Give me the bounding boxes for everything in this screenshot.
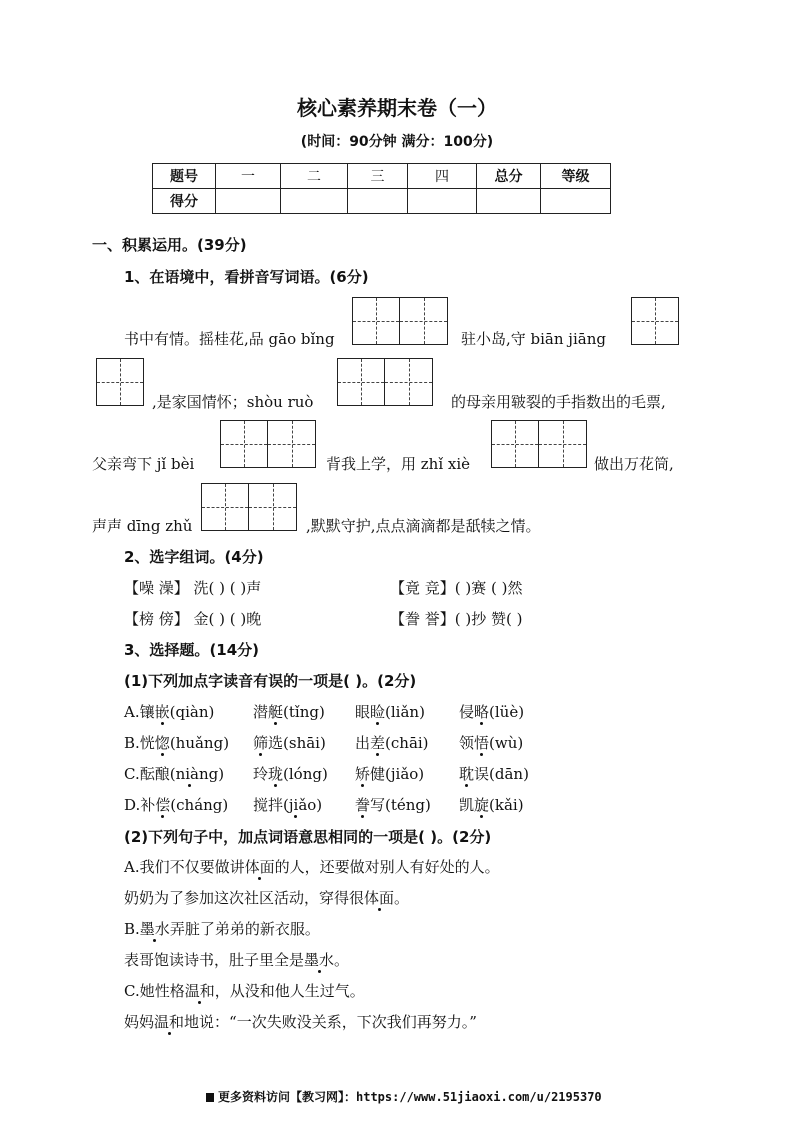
dotted-char: 略 — [474, 703, 490, 721]
option-text: 健(jiǎo) — [370, 765, 425, 783]
option-b — [124, 732, 229, 753]
option-text: (lóng) — [283, 765, 328, 783]
writing-cell[interactable] — [201, 483, 249, 531]
question-text: 父亲弯下 jǐ bèi — [92, 455, 195, 473]
score-table-score-row — [153, 189, 611, 214]
writing-box-gaobing[interactable] — [352, 297, 448, 345]
question-text: 背我上学，用 zhǐ xiè — [326, 455, 471, 473]
question-text: ,是家国情怀；shòu ruò — [152, 393, 314, 411]
writing-box-bianjiang-2[interactable] — [96, 358, 144, 406]
sentence-text: ，从没和他人生过气。 — [214, 982, 365, 1000]
sentence-text: 妈妈 — [124, 1013, 155, 1031]
option-text: (kǎi) — [489, 796, 524, 814]
dotted-char: 惚 — [154, 734, 170, 752]
dotted-word: 墨水 — [304, 951, 335, 969]
option-b-3 — [355, 732, 429, 753]
table-cell: 三 — [348, 164, 408, 189]
writing-cell[interactable] — [539, 420, 587, 468]
sentence-text: B. — [124, 920, 140, 938]
dotted-char: 差 — [370, 734, 386, 752]
writing-cell[interactable] — [268, 420, 316, 468]
dotted-char: 嵌 — [154, 703, 170, 721]
sentence-c2 — [124, 1011, 477, 1032]
dotted-char: 悟 — [474, 734, 490, 752]
option-c — [124, 763, 224, 784]
question-text: 声声 dīng zhǔ — [92, 517, 193, 535]
option-d-4 — [459, 794, 524, 815]
option-text: D.补 — [124, 796, 156, 814]
option-text: 领 — [459, 734, 475, 752]
sentence-a2 — [124, 887, 409, 908]
score-input-4[interactable] — [408, 189, 477, 214]
dotted-char: 誊 — [355, 796, 371, 814]
option-a — [124, 701, 214, 722]
writing-cell[interactable] — [352, 297, 400, 345]
sentence-text: 奶奶为了参加这次社区活动，穿得很 — [124, 889, 365, 907]
question-text: 做出万花筒, — [594, 455, 674, 473]
footer-link[interactable]: 更多资料访问【教习网】：https://www.51jiaoxi.com/u/2195370 — [218, 1090, 602, 1104]
table-cell: 得分 — [153, 189, 216, 214]
option-a-3 — [355, 701, 425, 722]
option-b-4 — [459, 732, 523, 753]
section-heading: 一、积累运用。(39分) — [92, 236, 247, 254]
question-text: 书中有情。摇桂花,品 gāo bǐng — [124, 330, 335, 348]
choice-row: 【噪 澡】 洗( ) ( )声 — [124, 579, 262, 597]
dotted-char: 矫 — [355, 765, 371, 783]
writing-cell[interactable] — [337, 358, 385, 406]
writing-box-dingzhu[interactable] — [201, 483, 297, 531]
option-text: (dān) — [489, 765, 529, 783]
table-cell: 等级 — [541, 164, 611, 189]
dotted-char: 拌(jiǎo) — [268, 796, 323, 814]
dotted-word: 墨水 — [139, 920, 170, 938]
score-input-grade[interactable] — [541, 189, 611, 214]
writing-box-zhixie[interactable] — [491, 420, 587, 468]
sub-question-1: (1)下列加点字读音有误的一项是( )。(2分) — [124, 672, 417, 690]
sentence-b1 — [124, 918, 320, 939]
option-text: B.恍 — [124, 734, 155, 752]
score-table-header-row — [153, 164, 611, 189]
table-cell: 一 — [216, 164, 281, 189]
option-text: 误 — [474, 765, 490, 783]
table-cell: 二 — [281, 164, 348, 189]
option-d-2 — [253, 794, 322, 815]
option-text: 潜 — [253, 703, 269, 721]
writing-box-jibei[interactable] — [220, 420, 316, 468]
writing-cell[interactable] — [96, 358, 144, 406]
writing-cell[interactable] — [249, 483, 297, 531]
question-text: ,默默守护,点点滴滴都是舐犊之情。 — [306, 517, 541, 535]
option-text: 选 — [268, 734, 284, 752]
dotted-word: 体面 — [244, 858, 275, 876]
table-cell: 题号 — [153, 164, 216, 189]
dotted-char: 艇 — [268, 703, 284, 721]
score-input-total[interactable] — [477, 189, 541, 214]
sentence-a1 — [124, 856, 500, 877]
option-text: C. — [124, 765, 140, 783]
writing-cell[interactable] — [385, 358, 433, 406]
table-cell: 四 — [408, 164, 477, 189]
option-text: 凯 — [459, 796, 475, 814]
option-text: (tǐng) — [283, 703, 325, 721]
writing-cell[interactable] — [491, 420, 539, 468]
option-text: 酝 — [139, 765, 155, 783]
option-text: (chāi) — [385, 734, 429, 752]
sentence-c1 — [124, 980, 365, 1001]
dotted-char: 筛 — [253, 734, 269, 752]
score-input-2[interactable] — [281, 189, 348, 214]
score-input-1[interactable] — [216, 189, 281, 214]
option-text: 写(téng) — [370, 796, 431, 814]
score-input-3[interactable] — [348, 189, 408, 214]
dotted-char: 耽 — [459, 765, 475, 783]
question-text: 驻小岛,守 biān jiāng — [461, 330, 606, 348]
dotted-char: 旋 — [474, 796, 490, 814]
option-b-2 — [253, 732, 326, 753]
writing-box-shouruo[interactable] — [337, 358, 433, 406]
option-text: 搅 — [253, 796, 269, 814]
option-text: 出 — [355, 734, 371, 752]
sentence-b2 — [124, 949, 349, 970]
flag-icon — [206, 1093, 214, 1102]
sentence-text: A.我们不仅要做讲 — [124, 858, 245, 876]
table-cell: 总分 — [477, 164, 541, 189]
question-2-title: 2、选字组词。(4分) — [124, 548, 264, 566]
sentence-text: 表哥饱读诗书，肚子里全是 — [124, 951, 305, 969]
option-c-4 — [459, 763, 529, 784]
dotted-word: 温和 — [154, 1013, 185, 1031]
option-text: (liǎn) — [385, 703, 425, 721]
writing-cell[interactable] — [400, 297, 448, 345]
sentence-text: 地说：“一次失败没关系，下次我们再努力。” — [184, 1013, 477, 1031]
option-d-3 — [355, 794, 431, 815]
question-text: 的母亲用皲裂的手指数出的毛票, — [451, 393, 666, 411]
question-3-title: 3、选择题。(14分) — [124, 641, 260, 659]
dotted-char: 偿 — [155, 796, 171, 814]
sentence-text: 的人，还要做对别人有好处的人。 — [274, 858, 500, 876]
page-title: 核心素养期末卷（一） — [297, 96, 497, 120]
option-a-2 — [253, 701, 325, 722]
option-text: (shāi) — [283, 734, 326, 752]
option-text: (cháng) — [170, 796, 229, 814]
writing-cell[interactable] — [220, 420, 268, 468]
sentence-text: C.她性格 — [124, 982, 185, 1000]
dotted-char: 珑 — [268, 765, 284, 783]
option-text: (lüè) — [489, 703, 525, 721]
footer[interactable] — [206, 1088, 602, 1105]
sentence-text: 。 — [334, 951, 350, 969]
dotted-char: 睑 — [370, 703, 386, 721]
choice-row: 【誊 誉】( )抄 赞( ) — [390, 610, 523, 628]
question-1-title: 1、在语境中，看拼音写词语。(6分) — [124, 268, 369, 286]
option-text: A.镶 — [124, 703, 155, 721]
choice-row: 【榜 傍】 金( ) ( )晚 — [124, 610, 262, 628]
dotted-word: 温和 — [184, 982, 215, 1000]
option-text: (huǎng) — [169, 734, 230, 752]
choice-row: 【竟 竞】( )赛 ( )然 — [390, 579, 523, 597]
writing-box-bianjiang[interactable] — [631, 297, 679, 345]
option-d — [124, 794, 228, 815]
option-text: (qiàn) — [169, 703, 215, 721]
sub-question-2: (2)下列句子中，加点词语意思相同的一项是( )。(2分) — [124, 828, 492, 846]
score-table — [152, 163, 611, 214]
option-c-2 — [253, 763, 328, 784]
dotted-word: 体面 — [364, 889, 395, 907]
sentence-text: 弄脏了弟弟的新衣服。 — [169, 920, 320, 938]
option-c-3 — [355, 763, 424, 784]
sentence-text: 。 — [394, 889, 410, 907]
option-text: 玲 — [253, 765, 269, 783]
option-text: (wù) — [489, 734, 524, 752]
option-text: 侵 — [459, 703, 475, 721]
option-a-4 — [459, 701, 524, 722]
option-text: 眼 — [355, 703, 371, 721]
writing-cell[interactable] — [631, 297, 679, 345]
dotted-char: 酿(niàng) — [154, 765, 225, 783]
page-subtitle: (时间：90分钟 满分：100分) — [300, 134, 494, 150]
